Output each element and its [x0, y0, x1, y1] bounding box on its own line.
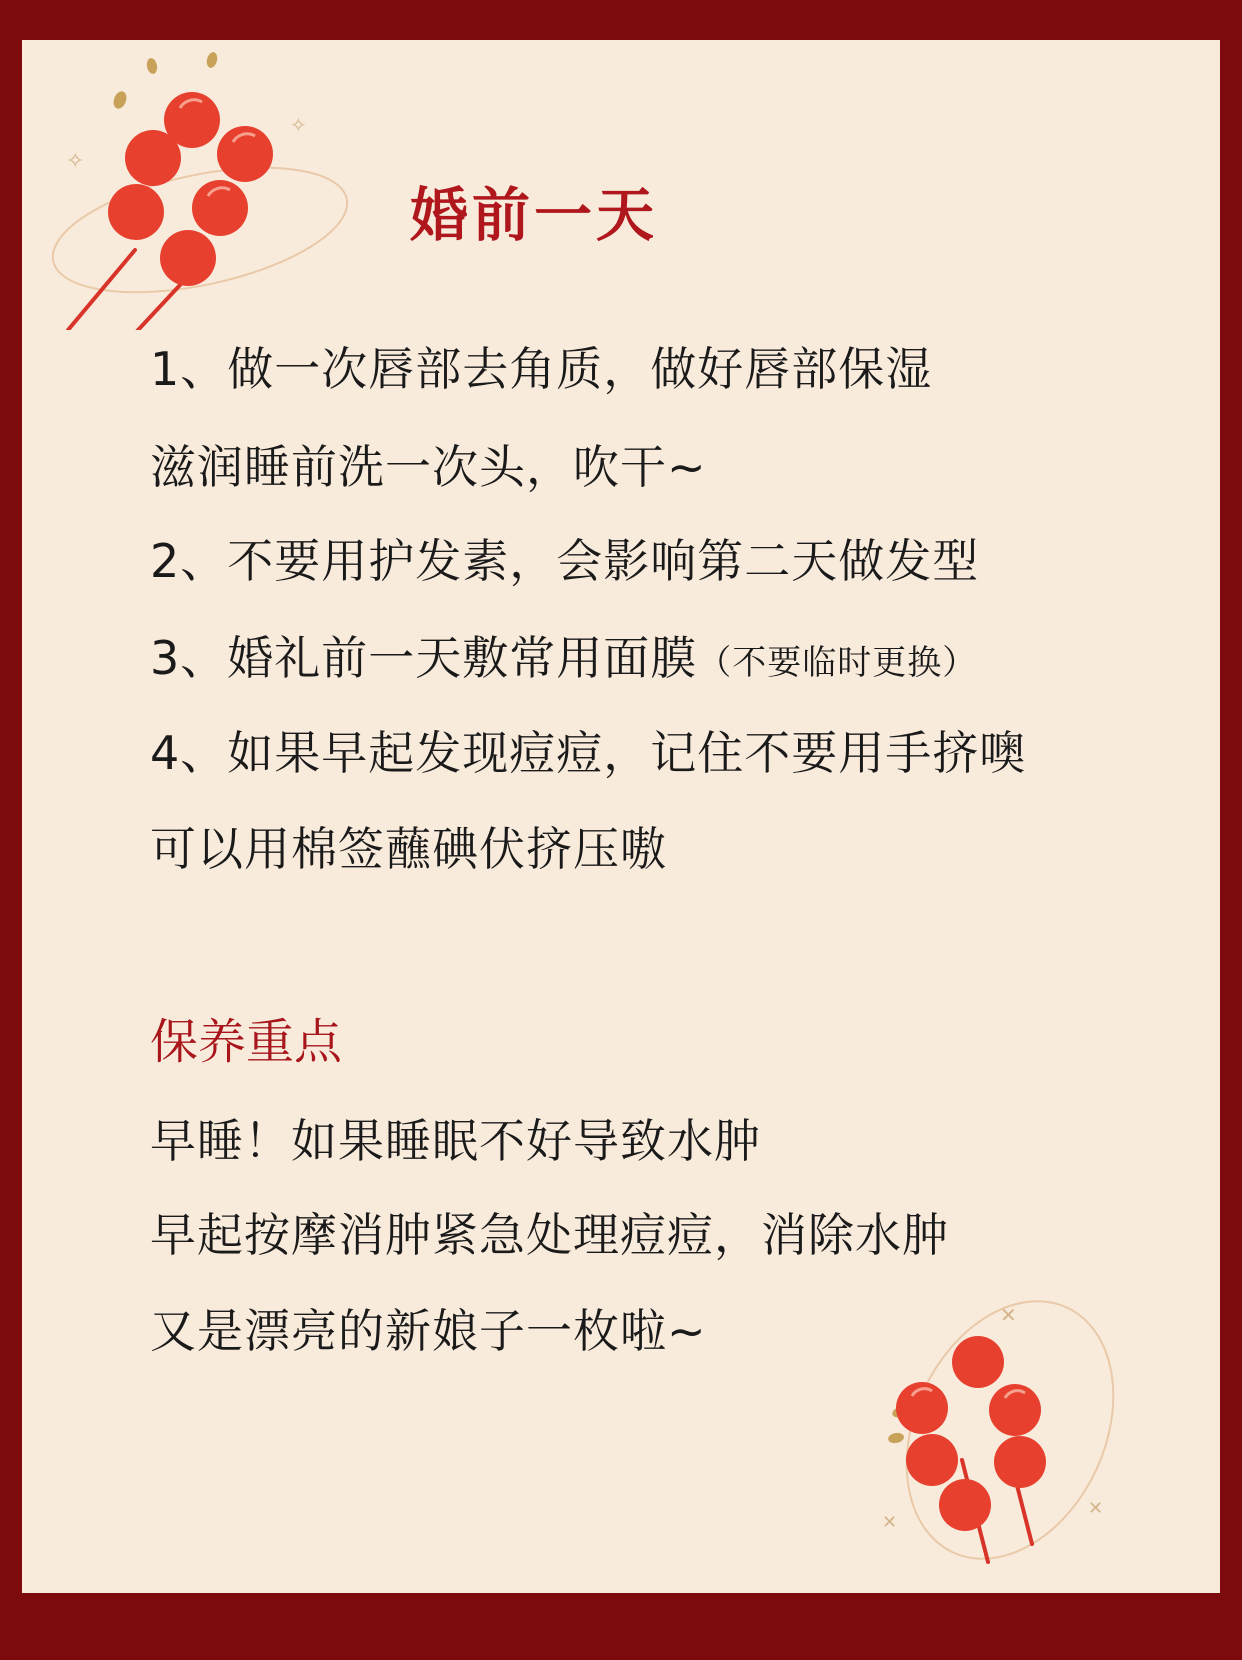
svg-text:✕: ✕: [1088, 1498, 1104, 1519]
svg-text:✧: ✧: [66, 149, 85, 174]
care-line-1: 早睡！如果睡眠不好导致水肿: [150, 1114, 761, 1168]
care-line-2: 早起按摩消肿紧急处理痘痘，消除水肿: [150, 1208, 949, 1262]
tanghulu-icon-top: [40, 40, 360, 330]
tip-line-4: [150, 631, 978, 685]
tip-line-3: 2、不要用护发素，会影响第二天做发型: [150, 534, 980, 588]
tip-line-1: 1、做一次唇部去角质，做好唇部保湿: [150, 342, 933, 396]
tip-line-5: 4、如果早起发现痘痘，记住不要用手挤噢: [150, 726, 1027, 780]
svg-text:✕: ✕: [882, 1512, 898, 1533]
tanghulu-icon-bottom: [870, 1300, 1140, 1580]
tip-line-6: 可以用棉签蘸碘伏挤压嗷: [150, 822, 667, 876]
tip-line-2: 滋润睡前洗一次头，吹干~: [150, 440, 707, 494]
page-title: 婚前一天: [410, 181, 659, 249]
tip-line-4-note: （不要临时更换）: [697, 643, 978, 683]
svg-text:✧: ✧: [290, 113, 307, 137]
svg-text:✕: ✕: [1000, 1303, 1017, 1327]
care-line-3: 又是漂亮的新娘子一枚啦~: [150, 1304, 707, 1358]
tip-line-4-main: 3、婚礼前一天敷常用面膜: [150, 631, 698, 685]
care-heading: 保养重点: [150, 1014, 343, 1070]
